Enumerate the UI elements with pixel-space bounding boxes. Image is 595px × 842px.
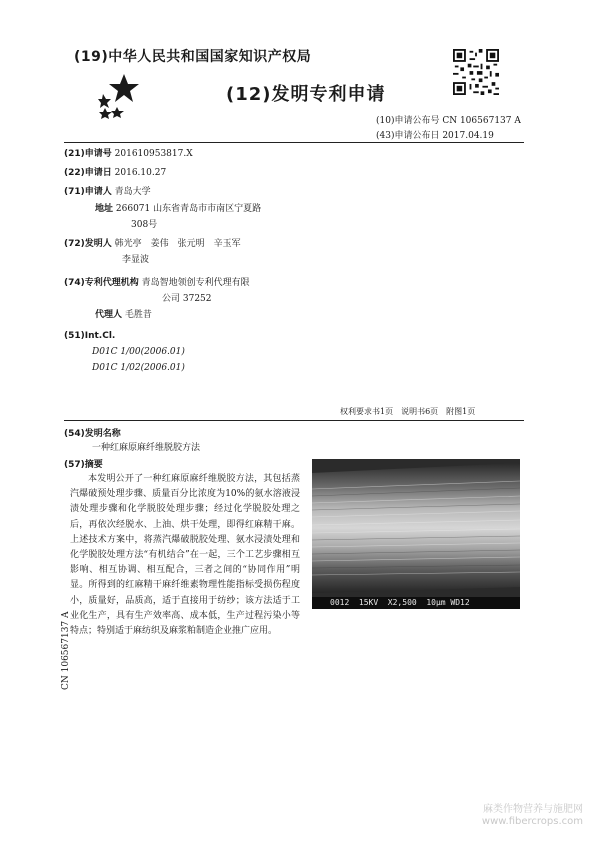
title-label: (54)发明名称 xyxy=(64,429,121,439)
abstract-label: (57)摘要 xyxy=(64,460,103,470)
watermark xyxy=(482,804,583,828)
watermark-line-1: 麻类作物营养与施肥网 xyxy=(483,804,583,815)
office-name: (19)中华人民共和国国家知识产权局 xyxy=(74,49,312,65)
agent-row xyxy=(95,309,152,321)
agency-row xyxy=(64,277,250,289)
qr-code xyxy=(453,49,499,95)
application-number: 201610953817.X xyxy=(114,149,193,159)
fiber-surface-image xyxy=(312,459,520,597)
watermark-line-2: www.fibercrops.com xyxy=(481,816,583,827)
application-number-row xyxy=(64,148,193,160)
header-divider xyxy=(64,142,524,143)
ipc-label: (51)Int.Cl. xyxy=(64,331,116,341)
agency-line-2: 公司 37252 xyxy=(162,294,212,304)
inventor-row xyxy=(64,238,241,250)
inventors-line-1: 韩光亭 姜伟 张元明 辛玉军 xyxy=(114,239,241,249)
abstract-text: 本发明公开了一种红麻原麻纤维脱胶方法，其包括蒸汽爆破预处理步骤、质量百分比浓度为10%的氨水溶液浸渍处理步骤和化学脱胶处理步骤；经过化学脱胶处理之后，再依次经脱水、上油、烘干处理，即得红麻精干麻。上述技术方案中，将蒸汽爆破脱胶处理、氨水浸渍处理和化学脱胶处理方法“有机结合”在一起，三个工艺步骤相互影响、相互协调、相互配合，三者之间的“协同作用”明显。所得到的红麻精干麻纤维素物理性能指标受损伤程度小，质量好，品质高，适于直接用于纺纱；该方法适于工业化生产，具有生产效率高、成本低，生产过程污染小等特点；特别适于麻纺织及麻浆粕制造企业推广应用。 xyxy=(70,474,300,637)
filing-date-row xyxy=(64,167,166,179)
ipc-class-2: D01C 1/02(2006.01) xyxy=(92,363,185,373)
address-line-2: 308号 xyxy=(131,220,158,230)
section-divider xyxy=(64,420,524,421)
ipc-class-1: D01C 1/00(2006.01) xyxy=(92,347,185,357)
address-label: 地址 xyxy=(95,204,114,214)
applicant-label: (71)申请人 xyxy=(64,187,112,197)
address-line-1: 266071 山东省青岛市市南区宁夏路 xyxy=(115,204,262,214)
address-row xyxy=(95,203,261,215)
application-number-label: (21)申请号 xyxy=(64,149,112,159)
agency-label: (74)专利代理机构 xyxy=(64,278,139,288)
sem-caption: 0012 15KV X2,500 10μm WD12 xyxy=(312,597,520,609)
ipc-label-row xyxy=(64,330,115,342)
side-publication-number: CN 106567137 A xyxy=(61,611,71,690)
page-count-info: 权利要求书1页 说明书6页 附图1页 xyxy=(340,407,476,416)
agency-line-1: 青岛智地领创专利代理有限 xyxy=(141,278,250,288)
abstract-body xyxy=(70,472,300,639)
publication-number: (10)申请公布号 CN 106567137 A xyxy=(376,116,521,126)
invention-title: 一种红麻原麻纤维脱胶方法 xyxy=(92,443,201,453)
filing-date-label: (22)申请日 xyxy=(64,168,112,178)
filing-date: 2016.10.27 xyxy=(114,168,167,178)
agent: 毛胜昔 xyxy=(124,310,152,320)
applicant: 青岛大学 xyxy=(114,187,151,197)
cnipa-emblem xyxy=(97,72,147,120)
agent-label: 代理人 xyxy=(95,310,123,320)
document-type: (12)发明专利申请 xyxy=(226,84,386,105)
inventor-label: (72)发明人 xyxy=(64,239,112,249)
publication-date: (43)申请公布日 2017.04.19 xyxy=(376,131,494,141)
applicant-row xyxy=(64,186,151,198)
inventors-line-2: 李显波 xyxy=(122,255,150,265)
sem-micrograph xyxy=(312,459,520,609)
